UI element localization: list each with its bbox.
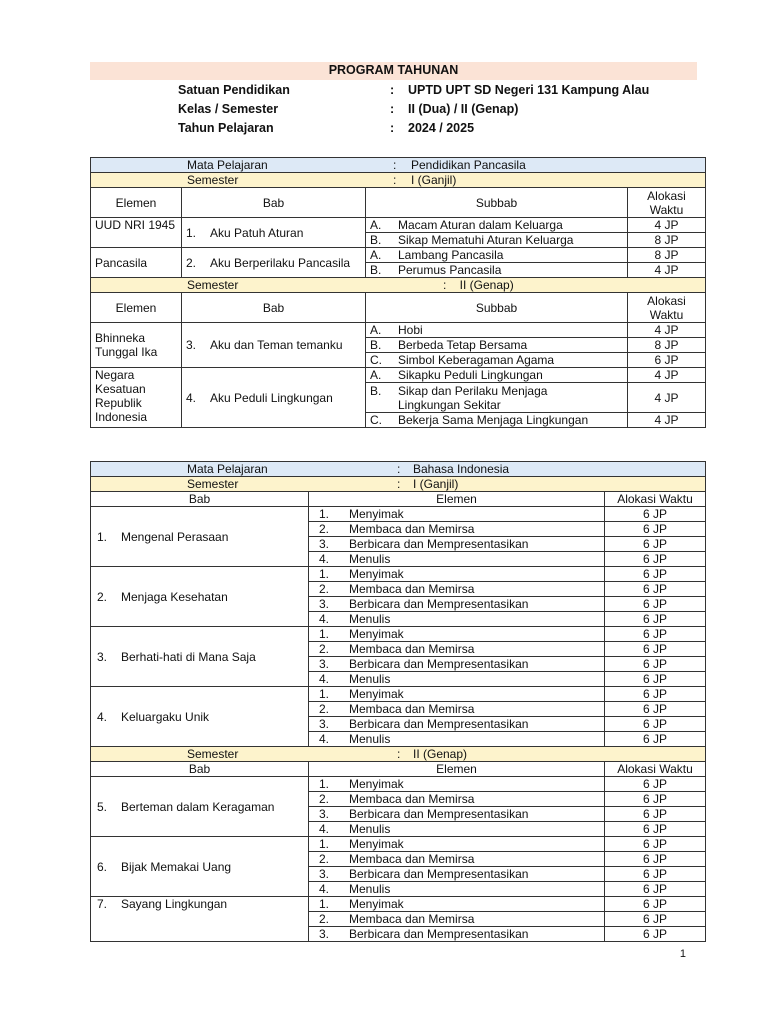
mapel-value: Pendidikan Pancasila: [411, 158, 526, 172]
header-row: [91, 293, 706, 323]
col-header-bab: Bab: [182, 188, 366, 218]
mapel-label: Mata Pelajaran: [187, 462, 268, 476]
alokasi-cell: 4 JP: [628, 323, 706, 338]
col-header-elemen: Elemen: [309, 762, 605, 777]
alokasi-cell: 8 JP: [628, 233, 706, 248]
elemen-cell: 3. Berbicara dan Mempresentasikan: [309, 927, 605, 942]
alokasi-cell: 6 JP: [605, 897, 706, 912]
alokasi-cell: 6 JP: [605, 642, 706, 657]
elemen-cell: UUD NRI 1945: [91, 218, 182, 248]
bab-cell: 1. Aku Patuh Aturan: [182, 218, 366, 248]
semester-colon: :: [393, 173, 397, 187]
semester-value: II (Genap): [413, 747, 468, 761]
elemen-cell: 4. Menulis: [309, 612, 605, 627]
semester-value: : II (Genap): [443, 278, 514, 292]
bab-cell: 6. Bijak Memakai Uang: [91, 837, 309, 897]
subbab-cell: A. Hobi: [366, 323, 628, 338]
alokasi-cell: 8 JP: [628, 338, 706, 353]
pancasila-table: [90, 157, 706, 428]
elemen-cell: Bhinneka Tunggal Ika: [91, 323, 182, 368]
table-row: [91, 837, 706, 852]
table-row: [91, 897, 706, 912]
alokasi-cell: 6 JP: [605, 627, 706, 642]
col-header-elemen: Elemen: [91, 293, 182, 323]
semester-colon: :: [397, 477, 401, 491]
subbab-cell: A. Macam Aturan dalam Keluarga: [366, 218, 628, 233]
semester-row: [91, 477, 706, 492]
meta-row-satuan: [178, 81, 698, 99]
elemen-cell: 2. Membaca dan Memirsa: [309, 702, 605, 717]
elemen-cell: 2. Membaca dan Memirsa: [309, 522, 605, 537]
semester-label: Semester: [187, 477, 239, 491]
subbab-cell: A. Lambang Pancasila: [366, 248, 628, 263]
bab-cell: 3. Aku dan Teman temanku: [182, 323, 366, 368]
meta-label: Kelas / Semester: [178, 102, 279, 116]
alokasi-cell: 6 JP: [605, 912, 706, 927]
alokasi-cell: 4 JP: [628, 383, 706, 413]
meta-colon: :: [390, 102, 395, 116]
page-title: PROGRAM TAHUNAN: [90, 62, 697, 80]
elemen-cell: 4. Menulis: [309, 732, 605, 747]
mapel-value: Bahasa Indonesia: [413, 462, 510, 476]
meta-colon: :: [390, 121, 395, 135]
bab-cell: 1. Mengenal Perasaan: [91, 507, 309, 567]
mapel-label: Mata Pelajaran: [187, 158, 268, 172]
table-row: [91, 248, 706, 263]
subbab-cell: C. Simbol Keberagaman Agama: [366, 353, 628, 368]
alokasi-cell: 6 JP: [605, 597, 706, 612]
elemen-cell: 3. Berbicara dan Mempresentasikan: [309, 807, 605, 822]
elemen-cell: 3. Berbicara dan Mempresentasikan: [309, 537, 605, 552]
elemen-cell: 1. Menyimak: [309, 567, 605, 582]
semester-value: I (Ganjil): [413, 477, 459, 491]
col-header-elemen: Elemen: [309, 492, 605, 507]
semester-row: [91, 278, 706, 293]
mapel-colon: :: [397, 462, 401, 476]
bab-cell: 2. Aku Berperilaku Pancasila: [182, 248, 366, 278]
col-header-elemen: Elemen: [91, 188, 182, 218]
alokasi-cell: 6 JP: [605, 507, 706, 522]
elemen-cell: 1. Menyimak: [309, 627, 605, 642]
elemen-cell: 1. Menyimak: [309, 777, 605, 792]
elemen-cell: 4. Menulis: [309, 882, 605, 897]
alokasi-cell: 6 JP: [605, 867, 706, 882]
header-row: [91, 188, 706, 218]
table-row: [91, 507, 706, 522]
header-row: [91, 762, 706, 777]
semester-row: [91, 173, 706, 188]
elemen-cell: 1. Menyimak: [309, 507, 605, 522]
header-row: [91, 492, 706, 507]
elemen-cell: 3. Berbicara dan Mempresentasikan: [309, 867, 605, 882]
table-row: [91, 323, 706, 338]
alokasi-cell: 6 JP: [605, 792, 706, 807]
elemen-cell: 4. Menulis: [309, 672, 605, 687]
alokasi-cell: 6 JP: [628, 353, 706, 368]
meta-value: II (Dua) / II (Genap): [408, 102, 519, 116]
alokasi-cell: 6 JP: [605, 582, 706, 597]
elemen-cell: 1. Menyimak: [309, 687, 605, 702]
table-row: [91, 368, 706, 383]
alokasi-cell: 6 JP: [605, 687, 706, 702]
col-header-alokasi: Alokasi Waktu: [628, 188, 706, 218]
table-row: [91, 687, 706, 702]
meta-value: 2024 / 2025: [408, 121, 475, 135]
table-row: [91, 567, 706, 582]
alokasi-cell: 6 JP: [605, 657, 706, 672]
subbab-cell: B. Berbeda Tetap Bersama: [366, 338, 628, 353]
meta-label: Satuan Pendidikan: [178, 83, 290, 97]
col-header-bab: Bab: [182, 293, 366, 323]
col-header-bab: Bab: [91, 762, 309, 777]
elemen-cell: 1. Menyimak: [309, 837, 605, 852]
elemen-cell: 3. Berbicara dan Mempresentasikan: [309, 597, 605, 612]
bab-cell: 4. Aku Peduli Lingkungan: [182, 368, 366, 428]
alokasi-cell: 4 JP: [628, 218, 706, 233]
alokasi-cell: 6 JP: [605, 672, 706, 687]
alokasi-cell: 6 JP: [605, 822, 706, 837]
meta-row-tahun: [178, 119, 698, 137]
semester-label: Semester: [187, 173, 239, 187]
elemen-cell: 3. Berbicara dan Mempresentasikan: [309, 717, 605, 732]
alokasi-cell: 6 JP: [605, 702, 706, 717]
elemen-cell: 4. Menulis: [309, 822, 605, 837]
meta-label: Tahun Pelajaran: [178, 121, 274, 135]
elemen-cell: 2. Membaca dan Memirsa: [309, 852, 605, 867]
mapel-row: [91, 158, 706, 173]
meta-colon: :: [390, 83, 395, 97]
subbab-cell: B. Sikap Mematuhi Aturan Keluarga: [366, 233, 628, 248]
alokasi-cell: 4 JP: [628, 263, 706, 278]
meta-row-kelas: [178, 100, 698, 118]
col-header-alokasi: Alokasi Waktu: [628, 293, 706, 323]
semester-label: Semester: [187, 278, 239, 292]
semester-row: [91, 747, 706, 762]
mapel-row: [91, 462, 706, 477]
table-row: [91, 777, 706, 792]
meta-value: UPTD UPT SD Negeri 131 Kampung Alau: [408, 83, 650, 97]
alokasi-cell: 6 JP: [605, 537, 706, 552]
semester-label: Semester: [187, 747, 239, 761]
bab-cell: 3. Berhati-hati di Mana Saja: [91, 627, 309, 687]
elemen-cell: Pancasila: [91, 248, 182, 278]
alokasi-cell: 6 JP: [605, 777, 706, 792]
subbab-cell: B. Perumus Pancasila: [366, 263, 628, 278]
table-row: [91, 218, 706, 233]
alokasi-cell: 4 JP: [628, 368, 706, 383]
elemen-cell: 4. Menulis: [309, 552, 605, 567]
alokasi-cell: 6 JP: [605, 852, 706, 867]
alokasi-cell: 6 JP: [605, 837, 706, 852]
col-header-alokasi: Alokasi Waktu: [605, 492, 706, 507]
col-header-subbab: Subbab: [366, 188, 628, 218]
col-header-bab: Bab: [91, 492, 309, 507]
elemen-cell: Negara Kesatuan Republik Indonesia: [91, 368, 182, 428]
bab-cell: 7. Sayang Lingkungan: [91, 897, 309, 942]
alokasi-cell: 6 JP: [605, 567, 706, 582]
semester-colon: :: [397, 747, 401, 761]
elemen-cell: 2. Membaca dan Memirsa: [309, 642, 605, 657]
col-header-subbab: Subbab: [366, 293, 628, 323]
alokasi-cell: 6 JP: [605, 612, 706, 627]
alokasi-cell: 6 JP: [605, 927, 706, 942]
alokasi-cell: 6 JP: [605, 522, 706, 537]
alokasi-cell: 6 JP: [605, 732, 706, 747]
subbab-cell: A. Sikapku Peduli Lingkungan: [366, 368, 628, 383]
alokasi-cell: 4 JP: [628, 413, 706, 428]
mapel-colon: :: [393, 158, 397, 172]
elemen-cell: 3. Berbicara dan Mempresentasikan: [309, 657, 605, 672]
elemen-cell: 2. Membaca dan Memirsa: [309, 792, 605, 807]
alokasi-cell: 8 JP: [628, 248, 706, 263]
elemen-cell: 2. Membaca dan Memirsa: [309, 912, 605, 927]
subbab-cell: B. Sikap dan Perilaku Menjaga Lingkungan Sekitar: [366, 383, 628, 413]
col-header-alokasi: Alokasi Waktu: [605, 762, 706, 777]
elemen-cell: 1. Menyimak: [309, 897, 605, 912]
bab-cell: 2. Menjaga Kesehatan: [91, 567, 309, 627]
subbab-cell: C. Bekerja Sama Menjaga Lingkungan: [366, 413, 628, 428]
bindo-table: [90, 461, 706, 942]
page-number: 1: [679, 948, 686, 960]
alokasi-cell: 6 JP: [605, 552, 706, 567]
bab-cell: 5. Berteman dalam Keragaman: [91, 777, 309, 837]
alokasi-cell: 6 JP: [605, 807, 706, 822]
elemen-cell: 2. Membaca dan Memirsa: [309, 582, 605, 597]
alokasi-cell: 6 JP: [605, 882, 706, 897]
semester-value: I (Ganjil): [411, 173, 457, 187]
bab-cell: 4. Keluargaku Unik: [91, 687, 309, 747]
table-row: [91, 627, 706, 642]
alokasi-cell: 6 JP: [605, 717, 706, 732]
